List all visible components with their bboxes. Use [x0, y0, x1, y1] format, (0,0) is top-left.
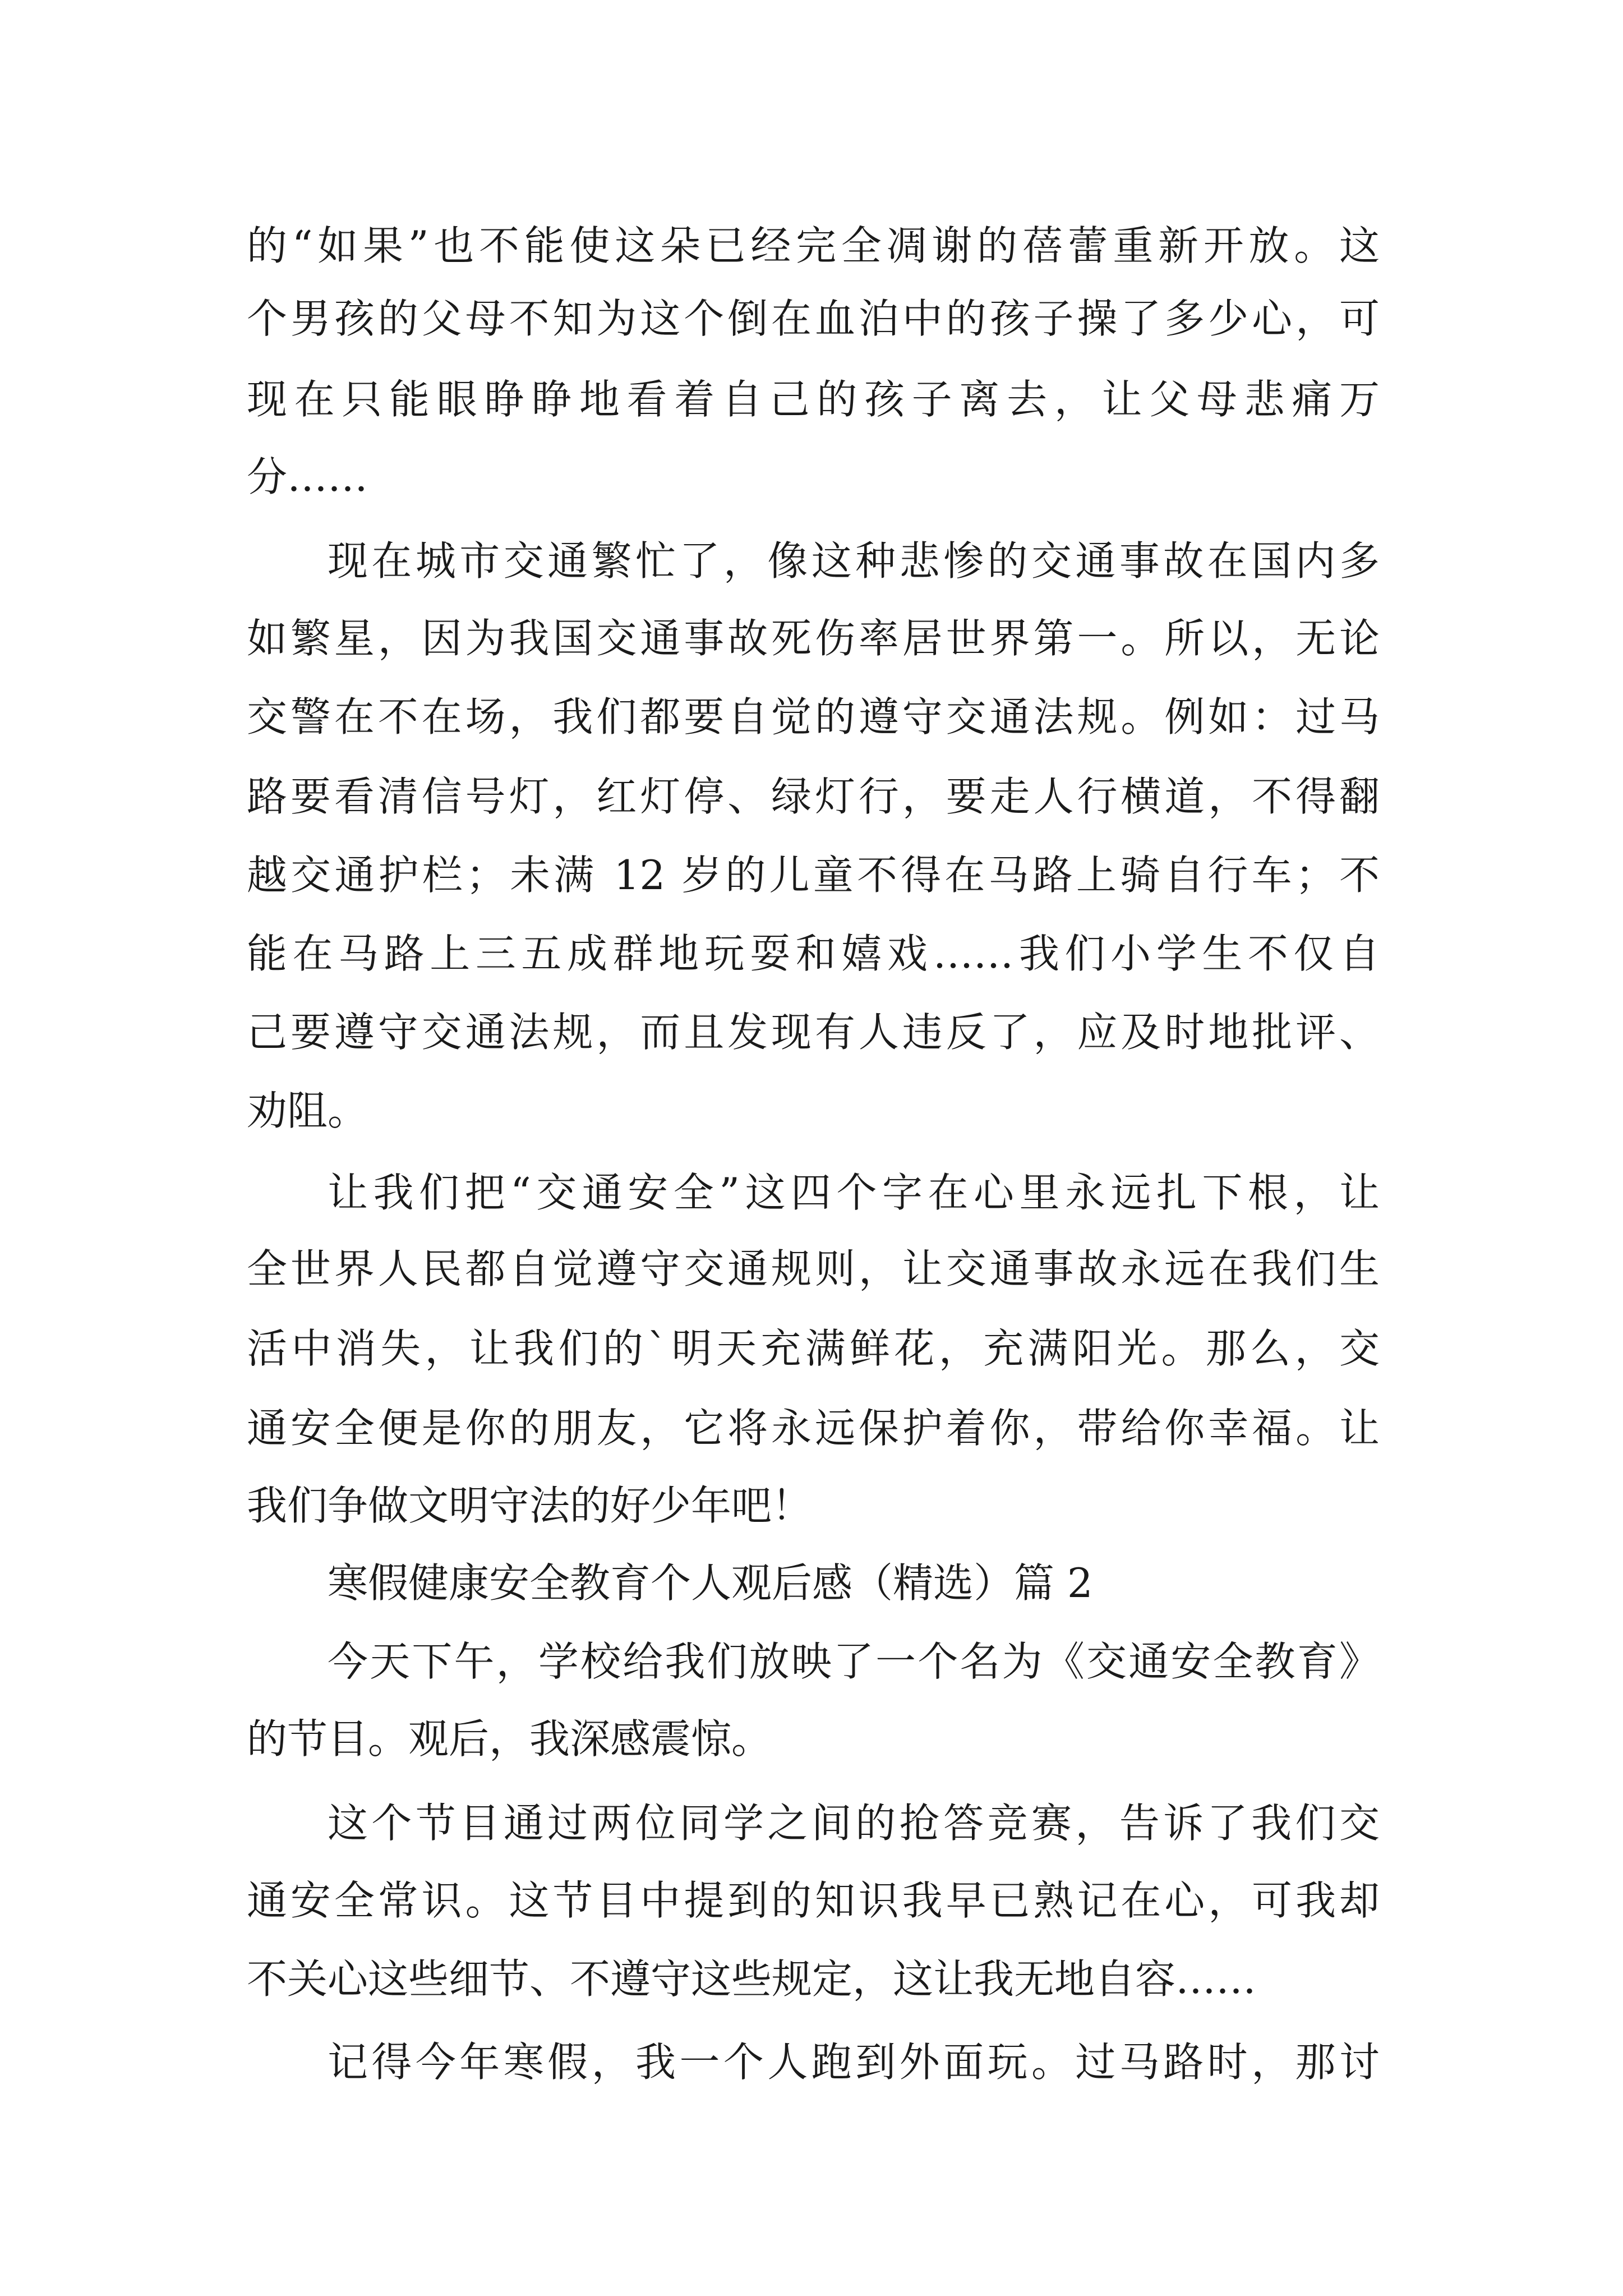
- text-line: 通安全便是你的朋友，它将永远保护着你，带给你幸福。让: [247, 1405, 1380, 1452]
- text-line: 交警在不在场，我们都要自觉的遵守交通法规。例如：过马: [247, 693, 1380, 740]
- text-line: 通安全常识。这节目中提到的知识我早已熟记在心，可我却: [247, 1877, 1380, 1924]
- paragraph-first-line: 记得今年寒假，我一个人跑到外面玩。过马路时，那讨: [328, 2039, 1380, 2086]
- text-line: 我们争做文明守法的好少年吧！: [247, 1482, 813, 1529]
- section-heading: 寒假健康安全教育个人观后感（精选）篇 2: [328, 1559, 1093, 1607]
- text-line: 的“如果”也不能使这朵已经完全凋谢的蓓蕾重新开放。这: [247, 222, 1380, 269]
- text-line: 如繁星，因为我国交通事故死伤率居世界第一。所以，无论: [247, 615, 1380, 662]
- text-line: 越交通护栏；未满 12 岁的儿童不得在马路上骑自行车；不: [247, 852, 1380, 899]
- text-line: 路要看清信号灯，红灯停、绿灯行，要走人行横道，不得翻: [247, 773, 1380, 820]
- paragraph-first-line: 今天下午，学校给我们放映了一个名为《交通安全教育》: [328, 1638, 1380, 1685]
- text-line: 能在马路上三五成群地玩耍和嬉戏……我们小学生不仅自: [247, 930, 1380, 977]
- text-line: 分……: [247, 453, 368, 500]
- text-line: 劝阻。: [247, 1087, 368, 1134]
- paragraph-first-line: 这个节目通过两位同学之间的抢答竞赛，告诉了我们交: [328, 1800, 1380, 1847]
- text-line: 个男孩的父母不知为这个倒在血泊中的孩子操了多少心，可: [247, 295, 1380, 342]
- text-line: 全世界人民都自觉遵守交通规则，让交通事故永远在我们生: [247, 1245, 1380, 1292]
- paragraph-first-line: 现在城市交通繁忙了，像这种悲惨的交通事故在国内多: [328, 537, 1380, 585]
- text-line: 现在只能眼睁睁地看着自己的孩子离去，让父母悲痛万: [247, 376, 1380, 423]
- text-line: 活中消失，让我们的`明天充满鲜花，充满阳光。那么，交: [247, 1325, 1380, 1372]
- paragraph-first-line: 让我们把“交通安全”这四个字在心里永远扎下根，让: [328, 1169, 1380, 1216]
- text-line: 不关心这些细节、不遵守这些规定，这让我无地自容……: [247, 1955, 1257, 2003]
- text-line: 己要遵守交通法规，而且发现有人违反了，应及时地批评、: [247, 1009, 1380, 1056]
- text-line: 的节目。观后，我深感震惊。: [247, 1715, 772, 1763]
